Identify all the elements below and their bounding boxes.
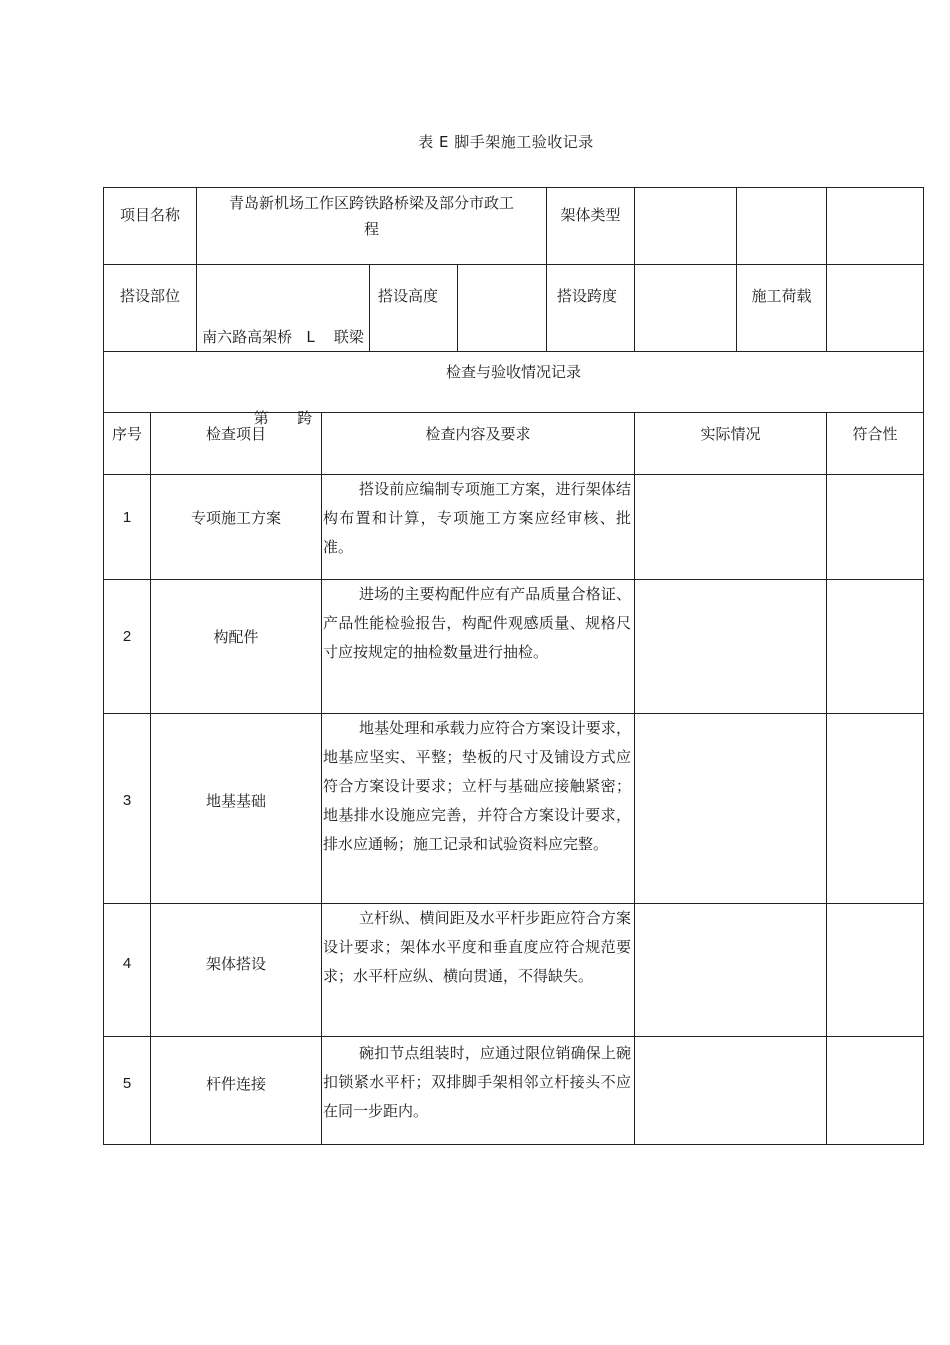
row-3-content: 地基处理和承载力应符合方案设计要求，地基应坚实、平整；垫板的尺寸及铺设方式应符合方案设计要求；立杆与基础应接触紧密；地基排水设施应完善，并符合方案设计要求，排水应通畅；施工记录和试验资料应完整。 — [323, 719, 631, 853]
row-4-seq: 4 — [122, 955, 132, 972]
project-name-label: 项目名称 — [119, 206, 180, 224]
location-line-2: 第 跨 — [253, 409, 313, 427]
project-name-line-2: 程 — [363, 220, 379, 238]
location-label: 搭设部位 — [119, 287, 180, 305]
row-2-item: 构配件 — [213, 628, 259, 646]
table-rule — [826, 412, 827, 1145]
table-border-right — [923, 187, 924, 1145]
table-rule — [321, 412, 322, 1145]
row-5-item: 杆件连接 — [205, 1075, 266, 1093]
section-title: 检查与验收情况记录 — [445, 363, 581, 381]
row-3-seq: 3 — [122, 792, 132, 809]
project-name-value — [197, 190, 546, 250]
document-title: 表 E 脚手架施工验收记录 — [418, 133, 594, 151]
row-4-item: 架体搭设 — [205, 955, 266, 973]
project-name-line-1: 青岛新机场工作区跨铁路桥梁及部分市政工 — [228, 194, 514, 212]
row-5-content: 碗扣节点组装时，应通过限位销确保上碗扣锁紧水平杆；双排脚手架相邻立杆接头不应在同一步距内。 — [323, 1044, 631, 1120]
load-label: 施工荷载 — [751, 287, 812, 305]
height-label: 搭设高度 — [378, 287, 439, 305]
table-rule — [634, 412, 635, 1145]
table-rule — [826, 187, 827, 352]
location-value — [197, 270, 369, 427]
location-line-1: 南六路高架桥 L 联梁 — [202, 328, 364, 346]
row-3-item: 地基基础 — [205, 792, 266, 810]
table-border-top — [103, 187, 924, 188]
frame-type-label: 架体类型 — [560, 206, 621, 224]
row-4-content: 立杆纵、横间距及水平杆步距应符合方案设计要求；架体水平度和垂直度应符合规范要求；水平杆应纵、横向贯通，不得缺失。 — [323, 909, 631, 985]
column-header-item: 检查项目 — [205, 425, 266, 443]
span-label: 搭设跨度 — [557, 287, 618, 305]
row-5-seq: 5 — [122, 1075, 132, 1092]
column-header-actual: 实际情况 — [700, 425, 761, 443]
column-header-seq: 序号 — [111, 425, 142, 443]
row-1-content: 搭设前应编制专项施工方案，进行架体结构布置和计算，专项施工方案应经审核、批准。 — [323, 480, 631, 556]
row-1-item: 专项施工方案 — [190, 509, 281, 527]
row-1-seq: 1 — [122, 509, 132, 526]
row-2-seq: 2 — [122, 628, 132, 645]
row-2-content: 进场的主要构配件应有产品质量合格证、产品性能检验报告，构配件观感质量、规格尺寸应按规定的抽检数量进行抽检。 — [323, 585, 631, 661]
table-border-bottom — [103, 1144, 924, 1145]
column-header-content: 检查内容及要求 — [425, 425, 531, 443]
column-header-conform: 符合性 — [852, 425, 898, 443]
